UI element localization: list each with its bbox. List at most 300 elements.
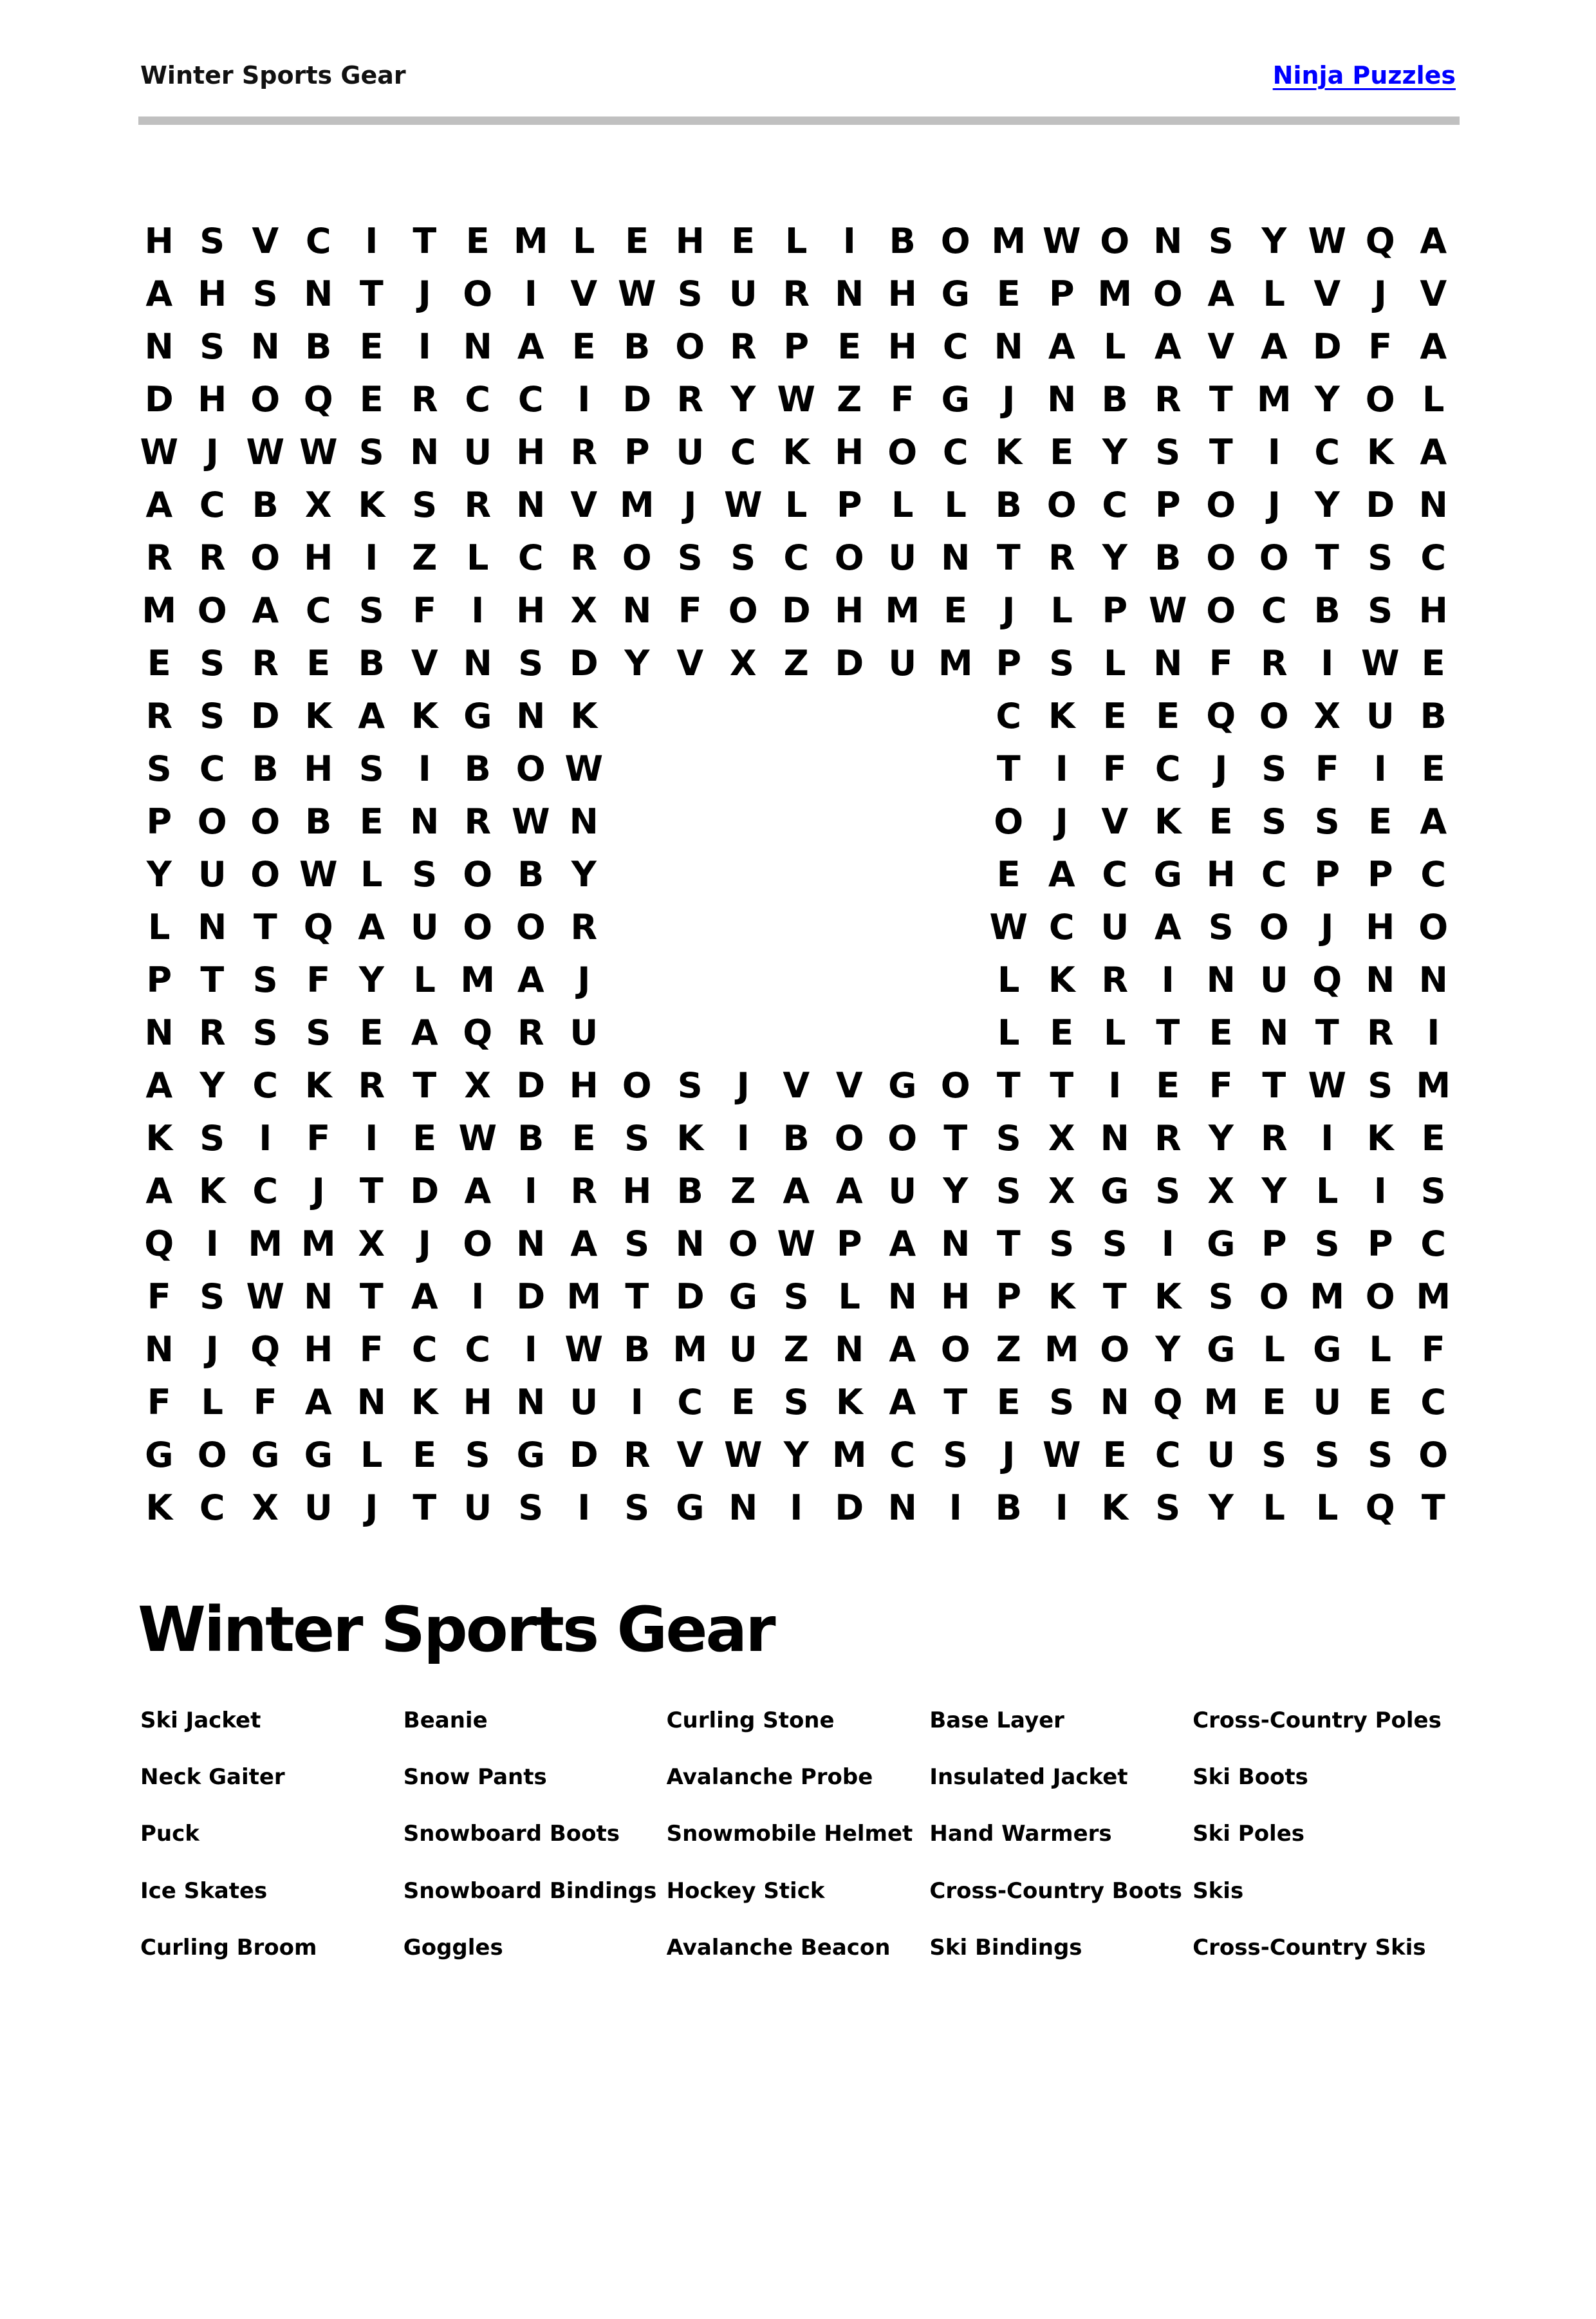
grid-letter: T <box>1421 1487 1445 1528</box>
grid-letter: A <box>889 1329 916 1370</box>
grid-letter: M <box>1097 274 1133 314</box>
grid-letter: I <box>577 1487 591 1528</box>
grid-letter: T <box>359 1276 384 1317</box>
grid-letter: N <box>835 274 864 314</box>
grid-letter: U <box>728 1329 757 1370</box>
grid-letter: S <box>200 1118 225 1159</box>
grid-letter: V <box>1420 274 1447 314</box>
word-item: Goggles <box>403 1934 503 1960</box>
grid-letter: X <box>1048 1171 1075 1211</box>
grid-letter: V <box>835 1065 863 1106</box>
grid-letter: G <box>1207 1224 1236 1264</box>
grid-letter: B <box>464 749 491 789</box>
grid-letter: Z <box>730 1171 756 1211</box>
grid-letter: O <box>1046 485 1077 525</box>
grid-letter: T <box>996 537 1021 578</box>
grid-letter: T <box>625 1276 649 1317</box>
grid-letter: I <box>471 590 485 631</box>
grid-letter: S <box>624 1224 650 1264</box>
grid-letter: O <box>463 854 493 895</box>
grid-letter: O <box>887 432 918 472</box>
grid-letter: C <box>465 379 491 420</box>
grid-letter: L <box>360 1435 383 1475</box>
grid-letter: W <box>617 274 656 314</box>
grid-letter: O <box>940 221 970 261</box>
grid-letter: R <box>464 801 492 842</box>
grid-letter: N <box>1100 1382 1129 1422</box>
grid-letter: L <box>201 1382 223 1422</box>
grid-letter: A <box>1154 326 1182 367</box>
grid-letter: S <box>1314 801 1340 842</box>
grid-letter: O <box>622 1065 652 1106</box>
grid-letter: D <box>622 379 652 420</box>
grid-letter: P <box>996 643 1022 684</box>
grid-letter: S <box>200 696 225 736</box>
grid-letter: L <box>998 960 1020 1000</box>
grid-empty-cell <box>876 1007 929 1059</box>
grid-letter: Q <box>1312 960 1342 1000</box>
grid-letter: Q <box>1365 1487 1395 1528</box>
grid-empty-cell <box>876 690 929 743</box>
grid-letter: Y <box>1261 1171 1287 1211</box>
grid-letter: A <box>145 1065 173 1106</box>
grid-empty-cell <box>823 796 877 848</box>
grid-letter: W <box>777 1224 816 1264</box>
grid-empty-cell <box>823 901 877 954</box>
grid-letter: I <box>365 537 378 578</box>
grid-letter: B <box>676 1171 703 1211</box>
grid-letter: O <box>463 1224 493 1264</box>
grid-letter: T <box>200 960 225 1000</box>
grid-letter: Q <box>144 1224 174 1264</box>
grid-letter: S <box>677 274 703 314</box>
grid-letter: U <box>570 1012 598 1053</box>
grid-letter: I <box>524 274 537 314</box>
grid-letter: O <box>1206 537 1236 578</box>
grid-letter: E <box>837 326 862 367</box>
grid-letter: W <box>299 432 338 472</box>
grid-letter: E <box>359 1012 384 1053</box>
grid-letter: E <box>413 1118 437 1159</box>
grid-letter: Y <box>624 643 650 684</box>
grid-letter: D <box>516 1065 546 1106</box>
grid-letter: R <box>1260 643 1288 684</box>
grid-letter: B <box>252 485 279 525</box>
grid-letter: R <box>570 907 598 947</box>
grid-letter: I <box>1161 1224 1174 1264</box>
grid-letter: K <box>783 432 810 472</box>
grid-letter: A <box>358 696 385 736</box>
grid-letter: N <box>941 1224 970 1264</box>
grid-letter: J <box>1055 801 1068 842</box>
grid-empty-cell <box>611 954 664 1007</box>
grid-letter: V <box>783 1065 810 1106</box>
grid-letter: U <box>1100 907 1129 947</box>
grid-letter: L <box>1316 1171 1339 1211</box>
grid-letter: D <box>250 696 280 736</box>
grid-letter: V <box>252 221 279 261</box>
grid-letter: T <box>996 749 1021 789</box>
grid-letter: N <box>516 1382 546 1422</box>
grid-letter: I <box>1055 749 1068 789</box>
grid-letter: K <box>145 1118 173 1159</box>
grid-letter: X <box>252 1487 279 1528</box>
grid-letter: P <box>1102 590 1128 631</box>
word-item: Beanie <box>403 1708 488 1733</box>
grid-letter: B <box>305 801 332 842</box>
grid-letter: L <box>785 221 808 261</box>
grid-letter: C <box>199 1487 225 1528</box>
grid-letter: C <box>517 537 544 578</box>
grid-letter: S <box>146 749 172 789</box>
grid-letter: S <box>1049 643 1075 684</box>
grid-letter: Y <box>1314 379 1340 420</box>
grid-letter: E <box>1050 432 1074 472</box>
word-item: Neck Gaiter <box>140 1764 285 1791</box>
grid-letter: C <box>1261 854 1287 895</box>
grid-letter: J <box>1214 749 1228 789</box>
grid-letter: E <box>625 221 649 261</box>
grid-letter: U <box>463 432 492 472</box>
grid-letter: U <box>304 1487 333 1528</box>
word-list <box>140 1697 1456 1971</box>
word-item: Snowmobile Helmet <box>666 1821 913 1847</box>
grid-letter: K <box>835 1382 863 1422</box>
grid-letter: S <box>1314 1224 1340 1264</box>
grid-letter: T <box>359 274 384 314</box>
grid-letter: F <box>306 1118 331 1159</box>
grid-letter: K <box>198 1171 226 1211</box>
grid-letter: R <box>1154 379 1182 420</box>
grid-letter: L <box>1050 590 1073 631</box>
grid-letter: K <box>304 696 332 736</box>
grid-letter: M <box>248 1224 283 1264</box>
grid-letter: C <box>252 1171 279 1211</box>
grid-letter: C <box>1102 854 1128 895</box>
grid-letter: N <box>516 1224 546 1264</box>
grid-letter: N <box>463 326 492 367</box>
grid-letter: S <box>996 1171 1021 1211</box>
grid-letter: S <box>200 643 225 684</box>
grid-letter: Y <box>571 854 597 895</box>
grid-empty-cell <box>876 901 929 954</box>
grid-letter: C <box>1102 485 1128 525</box>
grid-letter: O <box>1259 537 1289 578</box>
word-item: Puck <box>140 1821 200 1847</box>
grid-letter: C <box>305 590 331 631</box>
grid-letter: R <box>570 537 598 578</box>
grid-letter: E <box>1421 1118 1445 1159</box>
grid-letter: A <box>889 1382 916 1422</box>
grid-letter: S <box>1314 1435 1340 1475</box>
grid-letter: K <box>1048 696 1075 736</box>
word-item: Ski Bindings <box>929 1934 1082 1960</box>
grid-letter: I <box>1267 432 1281 472</box>
grid-letter: O <box>1259 907 1289 947</box>
grid-letter: X <box>304 485 332 525</box>
grid-letter: O <box>250 801 281 842</box>
grid-letter: I <box>1055 1487 1068 1528</box>
grid-letter: F <box>253 1382 277 1422</box>
grid-letter: Y <box>146 854 172 895</box>
grid-letter: B <box>517 854 544 895</box>
grid-letter: I <box>1161 960 1174 1000</box>
grid-letter: O <box>250 379 281 420</box>
grid-letter: O <box>728 1224 758 1264</box>
grid-letter: R <box>198 537 226 578</box>
grid-letter: I <box>1373 749 1387 789</box>
grid-letter: I <box>471 1276 485 1317</box>
grid-letter: S <box>624 1118 650 1159</box>
grid-letter: E <box>359 379 384 420</box>
grid-letter: U <box>1207 1435 1236 1475</box>
grid-letter: L <box>1422 379 1445 420</box>
grid-empty-cell <box>876 848 929 901</box>
grid-letter: J <box>418 274 431 314</box>
grid-letter: W <box>1360 643 1400 684</box>
grid-letter: N <box>304 1276 333 1317</box>
grid-letter: I <box>524 1171 537 1211</box>
grid-letter: R <box>676 379 704 420</box>
grid-letter: H <box>675 221 705 261</box>
grid-letter: G <box>888 1065 917 1106</box>
grid-letter: G <box>463 696 492 736</box>
grid-letter: S <box>200 1276 225 1317</box>
grid-letter: N <box>728 1487 758 1528</box>
grid-letter: U <box>1366 696 1395 736</box>
grid-letter: J <box>205 432 219 472</box>
grid-letter: M <box>142 590 177 631</box>
grid-empty-cell <box>823 848 877 901</box>
grid-letter: H <box>941 1276 970 1317</box>
grid-letter: N <box>835 1329 864 1370</box>
grid-empty-cell <box>876 954 929 1007</box>
grid-empty-cell <box>611 1007 664 1059</box>
grid-empty-cell <box>770 690 823 743</box>
grid-letter: V <box>570 274 598 314</box>
grid-letter: W <box>140 432 179 472</box>
grid-letter: C <box>996 696 1022 736</box>
grid-letter: A <box>1260 326 1288 367</box>
grid-letter: M <box>885 590 920 631</box>
grid-letter: S <box>1208 1276 1234 1317</box>
grid-letter: W <box>777 379 816 420</box>
grid-letter: L <box>148 907 171 947</box>
grid-letter: N <box>198 907 227 947</box>
grid-letter: R <box>1048 537 1075 578</box>
grid-letter: N <box>410 432 440 472</box>
grid-letter: P <box>146 960 172 1000</box>
grid-letter: R <box>464 485 492 525</box>
grid-empty-cell <box>929 901 983 954</box>
grid-letter: J <box>1002 379 1016 420</box>
grid-letter: S <box>783 1276 809 1317</box>
grid-letter: T <box>413 221 437 261</box>
grid-letter: G <box>1313 1329 1342 1370</box>
grid-letter: Y <box>1261 221 1287 261</box>
grid-letter: N <box>516 485 546 525</box>
grid-letter: O <box>197 801 227 842</box>
grid-letter: R <box>198 1012 226 1053</box>
grid-letter: U <box>728 274 757 314</box>
grid-letter: O <box>675 326 705 367</box>
brand-link[interactable]: Ninja Puzzles <box>1272 61 1456 89</box>
grid-letter: O <box>1365 379 1395 420</box>
grid-letter: C <box>1155 1435 1181 1475</box>
grid-letter: E <box>1368 1382 1393 1422</box>
grid-letter: J <box>577 960 591 1000</box>
grid-letter: D <box>569 643 598 684</box>
grid-letter: D <box>835 1487 864 1528</box>
grid-letter: N <box>675 1224 705 1264</box>
grid-letter: H <box>198 274 227 314</box>
grid-letter: X <box>729 643 757 684</box>
grid-letter: P <box>783 326 810 367</box>
grid-letter: K <box>1048 1276 1075 1317</box>
grid-empty-cell <box>770 796 823 848</box>
grid-letter: I <box>259 1118 272 1159</box>
grid-letter: Q <box>303 379 333 420</box>
grid-letter: C <box>517 379 544 420</box>
grid-letter: R <box>1101 960 1129 1000</box>
grid-letter: T <box>996 1224 1021 1264</box>
grid-letter: C <box>252 1065 279 1106</box>
grid-letter: C <box>305 221 331 261</box>
grid-letter: Y <box>1102 432 1127 472</box>
grid-letter: Q <box>1365 221 1395 261</box>
grid-letter: N <box>250 326 280 367</box>
grid-letter: T <box>1209 432 1233 472</box>
grid-letter: E <box>1102 696 1127 736</box>
grid-letter: D <box>835 643 864 684</box>
grid-letter: Q <box>250 1329 281 1370</box>
grid-letter: P <box>836 1224 862 1264</box>
puzzle-title: Winter Sports Gear <box>138 1594 774 1666</box>
grid-letter: N <box>144 1012 174 1053</box>
grid-letter: B <box>995 485 1022 525</box>
grid-letter: S <box>624 1487 650 1528</box>
grid-letter: M <box>513 221 548 261</box>
grid-letter: S <box>412 854 438 895</box>
grid-letter: R <box>252 643 279 684</box>
grid-letter: I <box>205 1224 219 1264</box>
grid-letter: W <box>564 1329 604 1370</box>
grid-letter: N <box>516 696 546 736</box>
grid-letter: F <box>890 379 914 420</box>
grid-letter: S <box>1049 1224 1075 1264</box>
grid-empty-cell <box>823 743 877 796</box>
grid-letter: Y <box>358 960 384 1000</box>
grid-letter: C <box>1261 590 1287 631</box>
grid-letter: O <box>1100 221 1130 261</box>
grid-letter: B <box>1313 590 1341 631</box>
grid-letter: W <box>246 1276 285 1317</box>
grid-letter: I <box>524 1329 537 1370</box>
grid-letter: J <box>1267 485 1281 525</box>
grid-empty-cell <box>717 690 770 743</box>
grid-letter: G <box>304 1435 333 1475</box>
grid-letter: N <box>887 1487 917 1528</box>
grid-letter: M <box>1416 1065 1451 1106</box>
grid-letter: C <box>411 1329 438 1370</box>
grid-letter: E <box>1156 696 1180 736</box>
grid-empty-cell <box>770 743 823 796</box>
grid-letter: I <box>1108 1065 1122 1106</box>
grid-letter: R <box>783 274 810 314</box>
grid-letter: E <box>1368 801 1393 842</box>
grid-letter: K <box>676 1118 704 1159</box>
grid-letter: R <box>145 696 173 736</box>
grid-letter: B <box>624 1329 651 1370</box>
grid-letter: M <box>831 1435 867 1475</box>
grid-letter: B <box>305 326 332 367</box>
grid-letter: S <box>252 274 278 314</box>
grid-letter: C <box>1420 854 1447 895</box>
grid-letter: E <box>1050 1012 1074 1053</box>
grid-letter: R <box>1366 1012 1394 1053</box>
grid-letter: H <box>516 590 546 631</box>
grid-letter: U <box>198 854 227 895</box>
grid-letter: P <box>624 432 650 472</box>
grid-letter: H <box>622 1171 652 1211</box>
grid-letter: V <box>570 485 598 525</box>
grid-letter: W <box>299 854 338 895</box>
grid-letter: L <box>1369 1329 1391 1370</box>
grid-letter: J <box>205 1329 219 1370</box>
grid-letter: L <box>1263 1487 1285 1528</box>
grid-letter: O <box>834 1118 864 1159</box>
grid-letter: O <box>728 590 758 631</box>
grid-letter: Q <box>1153 1382 1183 1422</box>
grid-letter: A <box>517 960 544 1000</box>
grid-letter: F <box>306 960 331 1000</box>
word-item: Hand Warmers <box>929 1821 1112 1847</box>
grid-letter: S <box>465 1435 490 1475</box>
grid-empty-cell <box>823 954 877 1007</box>
grid-letter: S <box>1208 907 1234 947</box>
grid-empty-cell <box>929 690 983 743</box>
grid-letter: I <box>736 1118 750 1159</box>
grid-letter: S <box>306 1012 331 1053</box>
grid-letter: O <box>463 274 493 314</box>
grid-letter: S <box>943 1435 969 1475</box>
grid-letter: B <box>1420 696 1447 736</box>
grid-letter: A <box>1420 326 1447 367</box>
grid-letter: G <box>516 1435 545 1475</box>
grid-letter: K <box>995 432 1023 472</box>
grid-letter: A <box>1154 907 1182 947</box>
grid-empty-cell <box>717 901 770 954</box>
grid-letter: C <box>199 749 225 789</box>
grid-letter: O <box>622 537 652 578</box>
grid-letter: O <box>887 1118 918 1159</box>
grid-letter: P <box>1367 1224 1393 1264</box>
grid-letter: S <box>1261 1435 1287 1475</box>
grid-letter: J <box>683 485 697 525</box>
grid-empty-cell <box>876 796 929 848</box>
grid-letter: E <box>1209 1012 1233 1053</box>
grid-letter: T <box>1315 537 1339 578</box>
grid-letter: A <box>145 1171 173 1211</box>
grid-letter: D <box>516 1276 546 1317</box>
grid-letter: T <box>1156 1012 1180 1053</box>
grid-letter: S <box>1261 749 1287 789</box>
word-item: Curling Broom <box>140 1934 317 1960</box>
grid-letter: B <box>995 1487 1022 1528</box>
grid-letter: S <box>358 432 384 472</box>
grid-letter: N <box>1259 1012 1289 1053</box>
grid-letter: E <box>731 1382 756 1422</box>
